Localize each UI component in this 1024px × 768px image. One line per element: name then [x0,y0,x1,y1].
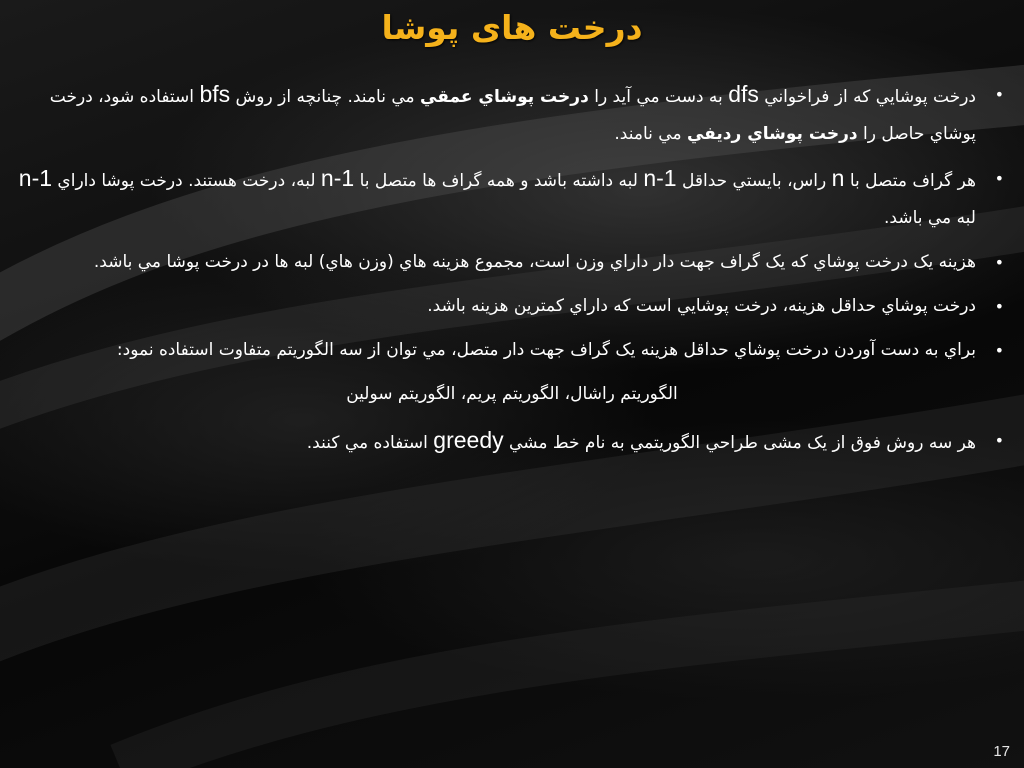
text: درخت پوشايي كه از فراخواني [758,87,976,107]
text: هزينه يک درخت پوشاي كه يک گراف جهت دار داراي وزن است، مجموع هزينه هاي (وزن هاي) لبه ها در درخت پوشا مي باشد. [93,252,976,272]
term-depth-spanning-tree: درخت پوشاي عمقي [420,87,589,107]
bullet-item-1 [6,76,1018,153]
bullet-icon: • [994,85,1004,104]
term-n-minus-1: n-1 [643,165,677,191]
term-greedy: greedy [433,427,504,453]
bullet-icon: • [994,169,1004,188]
text: لبه مي باشد. [884,208,976,228]
term-breadth-spanning-tree: درخت پوشاي رديفي [686,124,858,144]
bullet-icon: • [994,341,1004,360]
text: به دست مي آيد را [588,87,729,107]
text: استفاده شود، درخت پوشاي حاصل را [49,87,976,144]
term-n-minus-1: n-1 [320,165,355,191]
text: استفاده مي كنند. [306,433,434,453]
bullet-icon: • [994,431,1004,450]
bullet-icon: • [994,297,1004,316]
page-number: 17 [993,743,1010,760]
bullet-item-3 [6,244,1018,281]
term-dfs: dfs [728,81,759,107]
bullet-icon: • [994,253,1004,272]
text: مي نامند. [614,124,687,144]
term-bfs: bfs [199,81,231,107]
text: هر سه روش فوق از يک مشی طراحي الگوريتمي به نام خط مشي [503,433,976,453]
text: لبه، درخت هستند. درخت پوشا داراي [52,171,321,191]
bullet-item-4 [6,288,1018,325]
term-n-minus-1: n-1 [18,165,53,191]
slide-title: درخت های پوشا [381,8,643,47]
text: لبه داشته باشد و همه گراف ها متصل با [354,171,644,191]
bullet-item-6 [6,422,1018,462]
text: هر گراف متصل با [844,171,976,191]
text: راس، بايستي حداقل [676,171,832,191]
text: الگوريتم راشال، الگوريتم پريم، الگوريتم سولين [346,384,678,404]
text: براي به دست آوردن درخت پوشاي حداقل هزينه يک گراف جهت دار متصل، مي توان از سه الگوريتم متفاوت استفاده نمود: [116,340,976,360]
algorithm-list [6,376,1018,413]
text: درخت پوشاي حداقل هزينه، درخت پوشايي است كه داراي كمترين هزينه باشد. [427,296,976,316]
text: مي نامند. چنانچه از روش [230,87,421,107]
bullet-item-5 [6,332,1018,369]
term-n: n [831,165,845,191]
bullet-item-2 [6,160,1018,237]
slide-content [6,76,1018,469]
